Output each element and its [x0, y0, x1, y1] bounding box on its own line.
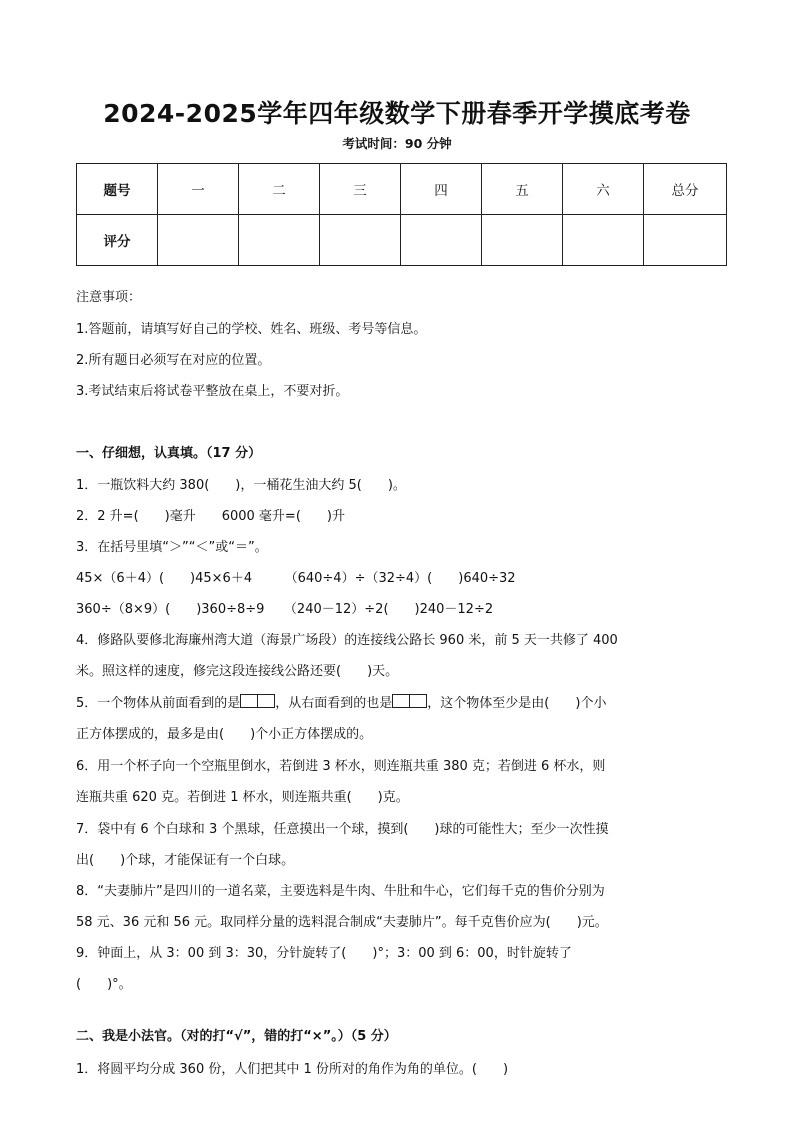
question-line: 58 元、36 元和 56 元。取同样分量的选料混合制成“夫妻肺片”。每千克售价应为( )元。 — [76, 915, 608, 930]
score-cell[interactable] — [482, 215, 563, 266]
table-header-cell: 三 — [320, 164, 401, 215]
question-line: 7．袋中有 6 个白球和 3 个黑球，任意摸出一个球，摸到( )球的可能性大；至少一次性摸 — [76, 822, 609, 837]
question-5-line — [76, 692, 606, 711]
question-line: 正方体摆成的，最多是由( )个小正方体摆成的。 — [76, 727, 373, 742]
score-cell[interactable] — [401, 215, 482, 266]
question-line: 3．在括号里填“＞”“＜”或“＝”。 — [76, 540, 268, 555]
score-cell[interactable] — [239, 215, 320, 266]
score-cell[interactable] — [320, 215, 401, 266]
table-header-cell: 题号 — [77, 164, 158, 215]
question-line: 出( )个球，才能保证有一个白球。 — [76, 853, 295, 868]
table-header-cell: 总分 — [644, 164, 727, 215]
question-line: 米。照这样的速度，修完这段连接线公路还要( )天。 — [76, 664, 399, 679]
cube-square — [240, 694, 258, 708]
section2-heading: 二、我是小法官。（对的打“√”，错的打“×”。）（5 分） — [76, 1029, 397, 1044]
note-item: 3.考试结束后将试卷平整放在桌上，不要对折。 — [76, 384, 349, 399]
notes-heading: 注意事项： — [76, 290, 142, 305]
score-cell[interactable] — [563, 215, 644, 266]
table-header-cell: 四 — [401, 164, 482, 215]
right-view-figure — [392, 696, 427, 711]
question-line: 360÷（8×9）( )360÷8÷9 （240－12）÷2( )240－12÷2 — [76, 602, 494, 617]
table-header-cell: 五 — [482, 164, 563, 215]
score-cell[interactable] — [644, 215, 727, 266]
cube-square — [392, 694, 410, 708]
score-table — [76, 163, 727, 266]
note-item: 1.答题前，请填写好自己的学校、姓名、班级、考号等信息。 — [76, 322, 427, 337]
question-line: 6．用一个杯子向一个空瓶里倒水，若倒进 3 杯水，则连瓶共重 380 克；若倒进 6 杯水，则 — [76, 759, 606, 774]
score-cell[interactable] — [158, 215, 239, 266]
question-line: 9．钟面上，从 3：00 到 3：30，分针旋转了( )°；3：00 到 6：00，时针旋转了 — [76, 946, 572, 961]
note-item: 2.所有题日必须写在对应的位置。 — [76, 353, 271, 368]
score-table-header-row — [77, 164, 727, 215]
section1-heading: 一、仔细想，认真填。（17 分） — [76, 446, 262, 461]
cube-square — [258, 694, 275, 708]
question-text: ，这个物体至少是由( )个小 — [427, 696, 607, 711]
table-header-cell: 六 — [563, 164, 644, 215]
question-line: 连瓶共重 620 克。若倒进 1 杯水，则连瓶共重( )克。 — [76, 790, 409, 805]
question-line: 8．“夫妻肺片”是四川的一道名菜，主要选料是牛肉、牛肚和牛心，它们每千克的售价分别为 — [76, 884, 605, 899]
question-line: 45×（6＋4）( )45×6＋4 （640÷4）÷（32÷4）( )640÷32 — [76, 571, 516, 586]
front-view-figure — [240, 696, 275, 711]
cube-square — [410, 694, 427, 708]
page-title: 2024-2025学年四年级数学下册春季开学摸底考卷 — [103, 99, 691, 128]
exam-duration: 考试时间：90 分钟 — [342, 136, 452, 151]
question-line: 2．2 升=( )毫升 6000 毫升=( )升 — [76, 509, 345, 524]
question-line: 4．修路队要修北海廉州湾大道（海景广场段）的连接线公路长 960 米，前 5 天一共修了 400 — [76, 633, 618, 648]
question-line: ( )°。 — [76, 977, 132, 992]
question-text: 5．一个物体从前面看到的是 — [76, 696, 241, 711]
table-row-label: 评分 — [77, 215, 158, 266]
question-line: 1．将圆平均分成 360 份，人们把其中 1 份所对的角作为角的单位。( ) — [76, 1062, 509, 1077]
table-header-cell: 二 — [239, 164, 320, 215]
question-line: 1．一瓶饮料大约 380( )，一桶花生油大约 5( )。 — [76, 478, 406, 493]
table-header-cell: 一 — [158, 164, 239, 215]
question-text: ，从右面看到的也是 — [275, 696, 393, 711]
score-table-score-row — [77, 215, 727, 266]
